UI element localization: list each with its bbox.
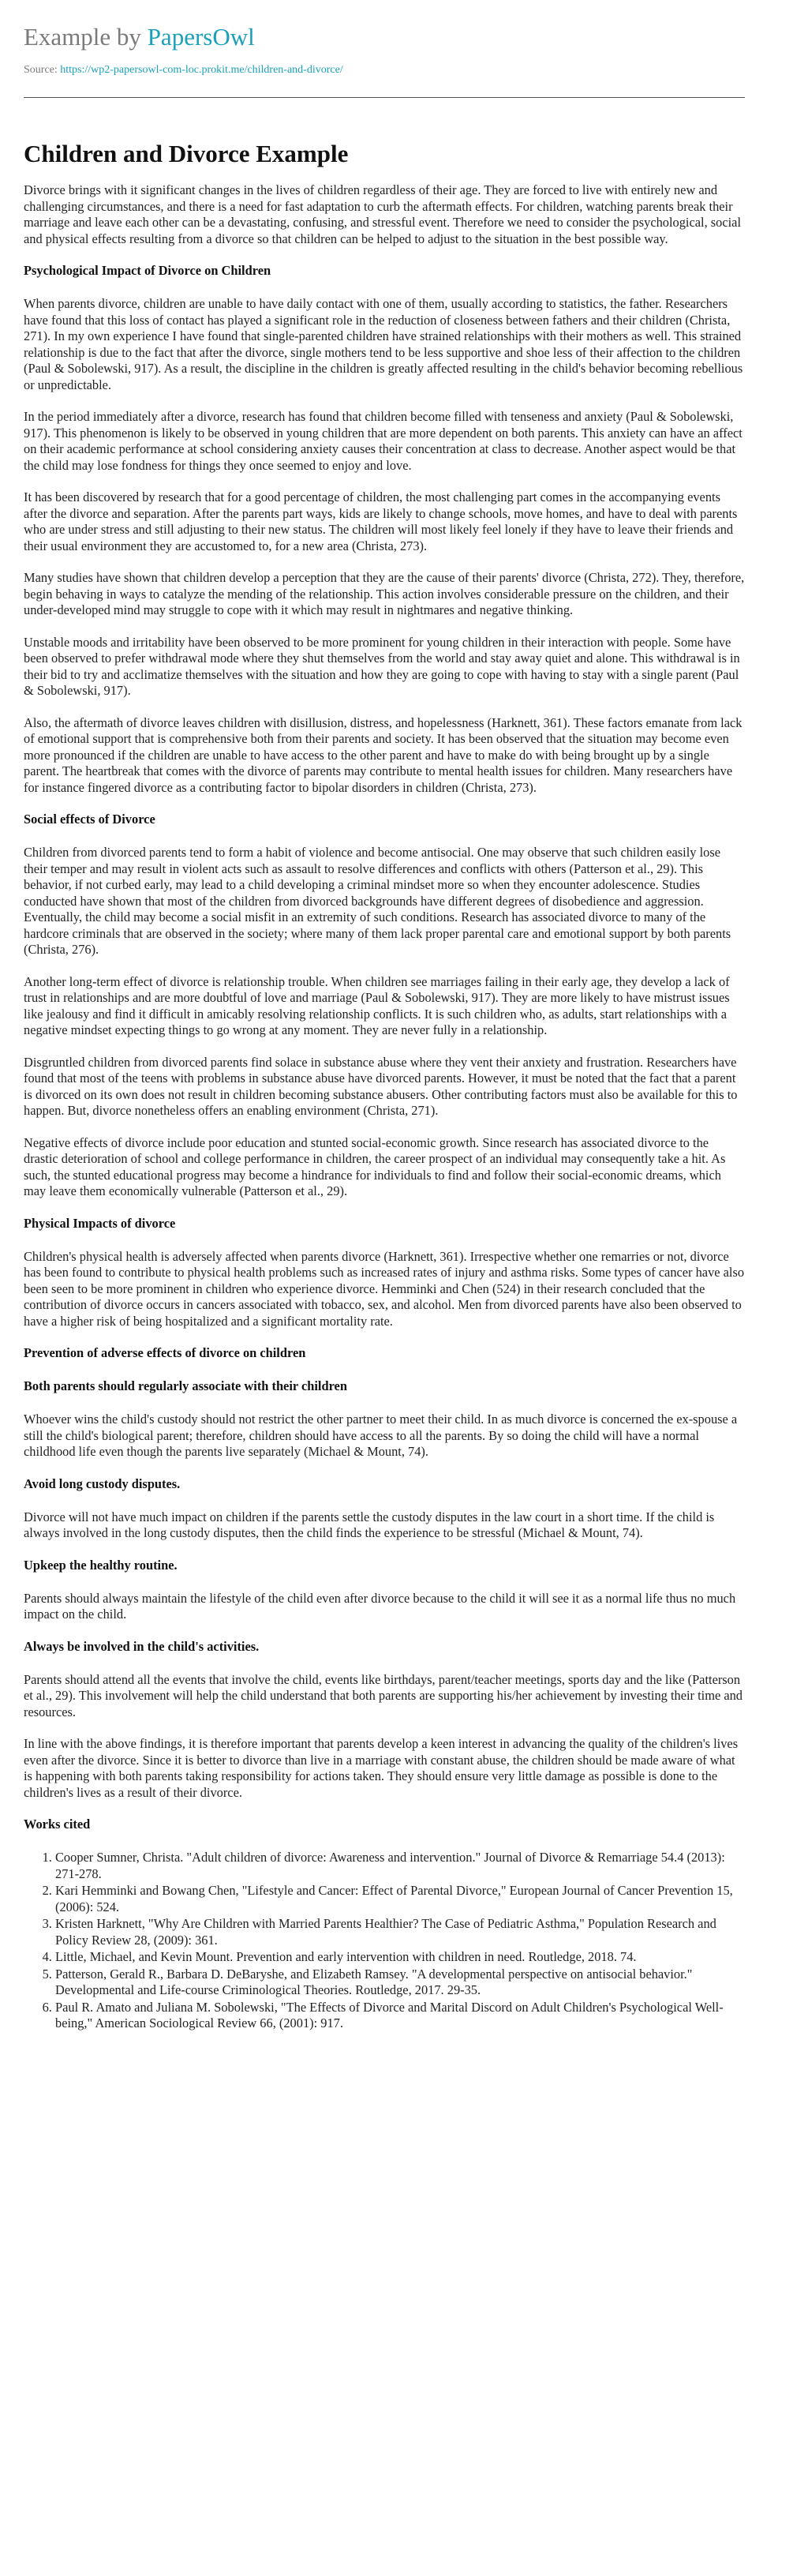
heading-both-parents: Both parents should regularly associate with their children [24,1378,347,1394]
header-divider [24,97,745,98]
paragraph: Children from divorced parents tend to form a habit of violence and become antisocial. One may observe that such children easily lose their temper and may result in violent acts such as assault to resolve differences and conflicts with others (Patterson et al., 29). This behavior, if not curbed early, may lead to a child developing a criminal mindset more so when they encounter adolescence. Studies conducted have shown that most of the children from divorced backgrounds have different degrees of disobedience and aggression. Eventually, the child may become a social misfit in an extremity of such conditions. Research has associated divorce to many of the hardcore criminals that are observed in the society; where many of them lack proper parental care and emotional support by both parents (Christa, 276). [24,845,731,958]
paragraph: Many studies have shown that children develop a perception that they are the cause of their parents' divorce (Christa, 272). They, therefore, begin behaving in ways to catalyze the mending of the relationship. This action involves considerable pressure on the children, and their under-developed mind may struggle to cope with it which may result in nightmares and negative thinking. [24,570,745,618]
heading-routine: Upkeep the healthy routine. [24,1557,178,1573]
heading-custody: Avoid long custody disputes. [24,1475,181,1491]
paragraph: Another long-term effect of divorce is relationship trouble. When children see marriages failing in their early age, they develop a lack of trust in relationships and are more doubtful of love and marriage (Paul & Sobolewski, 917). They are more likely to have mistrust issues like jealousy and find it difficult in amicably resolving relationship conflicts. It is such children who, as adults, start relationships with a negative mindset expecting things to go wrong at any moment. They are never fully in a relationship. [24,973,730,1038]
paragraph: Whoever wins the child's custody should not restrict the other partner to meet their child. In as much divorce is concerned the ex-spouse a still the child's biological parent; therefore, children should have access to all the parents. By so doing the child will have a normal childhood life even though the parents live separately (Michael & Mount, 74). [24,1412,738,1460]
citation-item: 5. Patterson, Gerald R., Barbara D. DeBaryshe, and Elizabeth Ramsey. "A developmental perspective on antisocial behavior." Developmental and Life-course Criminological Theories. Routledge, 2017. 29-35. [55,1967,745,1999]
citation-item: 3. Kristen Harknett, "Why Are Children with Married Parents Healthier? The Case of Pediatric Asthma," Population Research and Policy Review 28, (2009): 361. [55,1916,745,1948]
heading-psychological: Psychological Impact of Divorce on Children [24,263,271,279]
paragraph: Divorce will not have much impact on children if the parents settle the custody disputes in the law court in a short time. If the child is always involved in the long custody disputes, then the child finds the experience to be stressful (Michael & Mount, 74). [24,1509,715,1541]
paragraph: Parents should always maintain the lifestyle of the child even after divorce because to the child it will see it as a normal life thus no much impact on the child. [24,1590,736,1622]
paragraph: Negative effects of divorce include poor education and stunted social-economic growth. Since research has associated divorce to the drastic deterioration of school and college performance in children, the career prospect of an individual may consequently take a hit. As such, the stunted educational progress may become a hindrance for individuals to find and follow their social-economic dreams, which may leave them economically vulnerable (Patterson et al., 29). [24,1134,726,1199]
works-cited-list [24,1850,745,2032]
brand-link[interactable]: PapersOwl [147,23,255,51]
heading-physical: Physical Impacts of divorce [24,1215,176,1231]
heading-works-cited: Works cited [24,1817,91,1832]
paragraph: Parents should attend all the events that involve the child, events like birthdays, parent/teacher meetings, sports day and the like (Patterson et al., 29). This involvement will help the child understand that both parents are supporting his/her achievement by investing their time and resources. [24,1671,743,1719]
citation-item: 4. Little, Michael, and Kevin Mount. Prevention and early intervention with children in need. Routledge, 2018. 74. [55,1949,745,1966]
source-line [24,64,745,77]
paragraph: In line with the above findings, it is therefore important that parents develop a keen interest in advancing the quality of the children's lives even after the divorce. Since it is better to divorce than live in a marriage with constant abuse, the children should be made aware of what is happening with both parents taking responsibility for actions taken. They should ensure very little damage as possible is done to the children's lives as a result of their divorce. [24,1736,739,1800]
brand-prefix: Example by [24,23,148,51]
article [24,139,745,2033]
paragraph: Also, the aftermath of divorce leaves children with disillusion, distress, and hopelessness (Harknett, 361). These factors emanate from lack of emotional support that is comprehensive both from their parents and society. It has been observed that the situation may become even more pronounced if the children are unable to have access to the other parent and have to make do with being brought up by a single parent. The heartbreak that comes with the divorce of parents may contribute to mental health issues for children. Many researchers have for instance fingered divorce as a contributing factor to bipolar disorders in children (Christa, 273). [24,714,743,795]
paragraph: Children's physical health is adversely affected when parents divorce (Harknett, 361). Irrespective whether one remarries or not, divorce has been found to contribute to physical health problems such as increased rates of injury and asthma risks. Some types of cancer have also been seen to be more prominent in children who experience divorce. Hemminki and Chen (524) in their research concluded that the contribution of divorce occurs in cancers associated with tobacco, sex, and alcohol. Men from divorced parents have also been observed to have a higher risk of being hospitalized and a significant mortality rate. [24,1248,745,1329]
article-title: Children and Divorce Example [24,140,349,167]
page-header [24,22,745,77]
heading-activities: Always be involved in the child's activities. [24,1638,260,1654]
paragraph: Unstable moods and irritability have been observed to be more prominent for young children in their interaction with people. Some have been observed to prefer withdrawal mode where they shut themselves from the world and stay away quiet and alone. This withdrawal is in their bid to try and acclimatize themselves with the situation and how they are going to cope with having to stay with a single parent (Paul & Sobolewski, 917). [24,634,740,699]
intro-paragraph: Divorce brings with it significant changes in the lives of children regardless of their age. They are forced to live with entirely new and challenging circumstances, and there is a need for fast adaptation to curb the aftermath effects. For children, watching parents break their marriage and leave each other can be a devastating, confusing, and stressful event. Therefore we need to consider the psychological, social and physical effects resulting from a divorce so that children can be helped to adjust to the situation in the best possible way. [24,182,742,246]
paragraph: Disgruntled children from divorced parents find solace in substance abuse where they vent their anxiety and frustration. Researchers have found that most of the teens with problems in substance abuse have divorced parents. However, it must be noted that the fact that a parent is divorced on its own does not result in children becoming substance abusers. Other contributing factors must also be available for this to happen. But, divorce nonetheless offers an enabling environment (Christa, 271). [24,1054,738,1119]
heading-social: Social effects of Divorce [24,812,155,827]
citation-item: 6. Paul R. Amato and Juliana M. Sobolewski, "The Effects of Divorce and Marital Discord on Adult Children's Psychological Well-being," American Sociological Review 66, (2001): 917. [55,2000,745,2032]
citation-item: 2. Kari Hemminki and Bowang Chen, "Lifestyle and Cancer: Effect of Parental Divorce," European Journal of Cancer Prevention 15, (2006): 524. [55,1883,745,1915]
paragraph: In the period immediately after a divorce, research has found that children become filled with tenseness and anxiety (Paul & Sobolewski, 917). This phenomenon is likely to be observed in young children that are more dependent on both parents. This anxiety can have an affect on their academic performance at school considering anxiety causes their concentration at class to decrease. Another aspect would be that the child may lose fondness for things they once seemed to enjoy and love. [24,409,743,473]
heading-prevention: Prevention of adverse effects of divorce on children [24,1345,306,1361]
source-link[interactable]: https://wp2-papersowl-com-loc.prokit.me/children-and-divorce/ [60,64,343,77]
paragraph: It has been discovered by research that for a good percentage of children, the most challenging part comes in the accompanying events after the divorce and separation. After the parents part ways, kids are likely to change schools, move homes, and have to deal with parents who are under stress and still adjusting to their new status. The children will most likely feel lonely if they have to leave their friends and their usual environment they are accustomed to, for a new area (Christa, 273). [24,489,738,553]
paragraph: When parents divorce, children are unable to have daily contact with one of them, usually according to statistics, the father. Researchers have found that this loss of contact has played a significant role in the reduction of closeness between fathers and their children (Christa, 271). In my own experience I have found that single-parented children have strained relationships with their mothers as well. This strained relationship is due to the fact that after the divorce, single mothers tend to be less supportive and shoe less of their affection to the children (Paul & Sobolewski, 917). As a result, the discipline in the children is greatly affected resulting in the child's behavior becoming rebellious or unpredictable. [24,296,743,392]
source-label: Source: [24,64,61,77]
citation-item: 1. Cooper Sumner, Christa. "Adult children of divorce: Awareness and intervention." Journal of Divorce & Remarriage 54.4 (2013): 271-278. [55,1850,745,1882]
brand-title [24,22,745,51]
